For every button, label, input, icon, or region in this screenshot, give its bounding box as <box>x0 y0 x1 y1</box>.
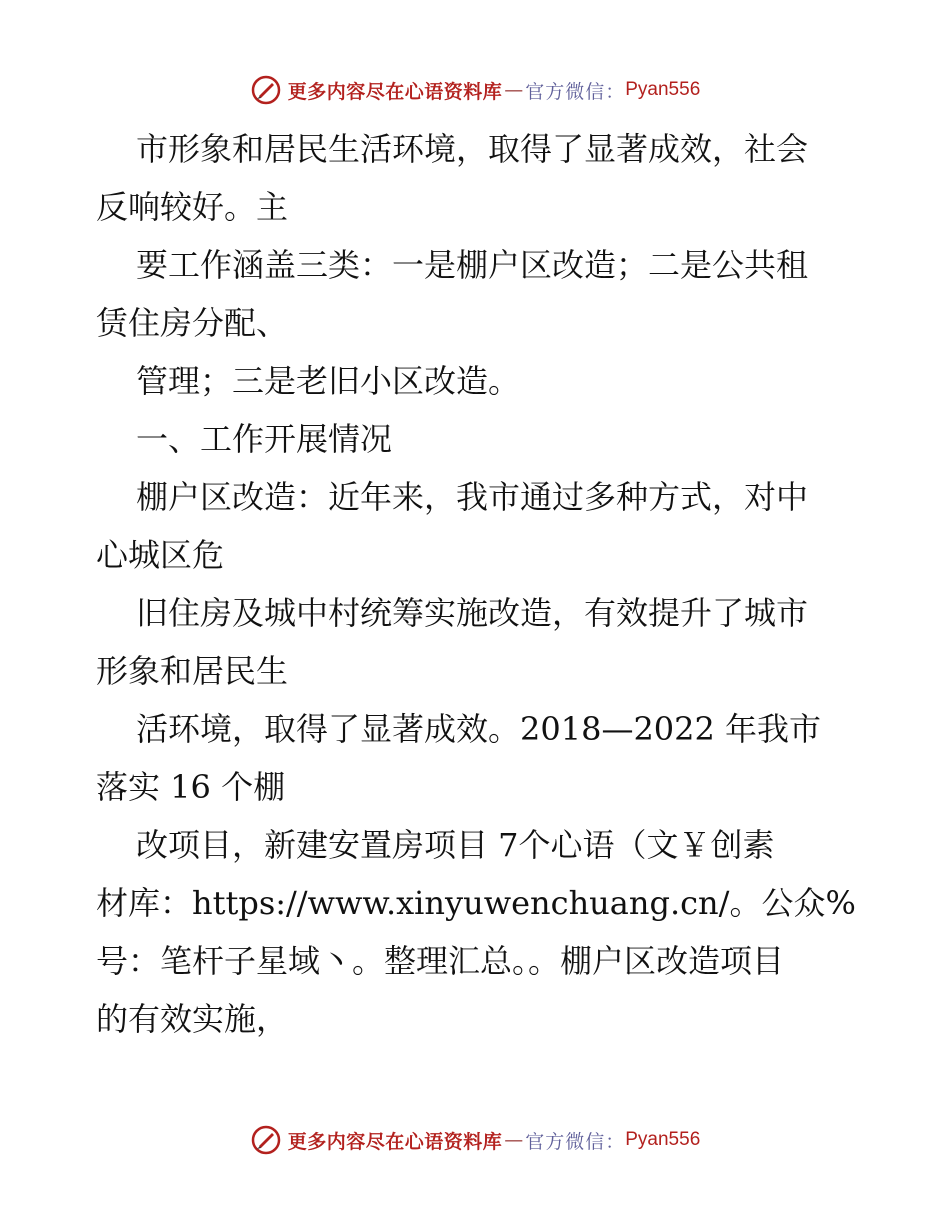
body-line: 反响较好。主 <box>96 188 289 226</box>
body-line: 的有效实施， <box>96 1000 289 1038</box>
footer-dash: — <box>504 1129 524 1151</box>
body-line: 棚户区改造：近年来，我市通过多种方式，对中 <box>136 478 809 516</box>
footer-account: Pyan556 <box>625 1129 701 1150</box>
body-line: 落实 16 个棚 <box>96 768 286 806</box>
body-line: 旧住房及城中村统筹实施改造，有效提升了城市 <box>136 594 809 632</box>
body-line: 活环境，取得了显著成效。2018—2022 年我市 <box>136 710 822 748</box>
document-body <box>96 120 856 1048</box>
brand-logo-icon <box>250 74 282 106</box>
footer-brand-text: 更多内容尽在心语资料库 <box>287 1130 503 1153</box>
section-heading: 一、工作开展情况 <box>136 420 393 458</box>
body-line: 号：笔杆子星域丶。整理汇总。。棚户区改造项目 <box>96 942 785 980</box>
body-line: 改项目，新建安置房项目 7个心语（文￥创素 <box>136 826 775 864</box>
footer-wechat-label: 官方微信： <box>525 1130 626 1153</box>
header-dash: — <box>504 79 524 101</box>
header-wechat-label: 官方微信： <box>525 80 626 103</box>
header-account: Pyan556 <box>625 79 701 100</box>
body-line: 材库：https://www.xinyuwenchuang.cn/。公众% <box>96 884 856 922</box>
footer-banner <box>0 1120 950 1160</box>
body-line: 赁住房分配、 <box>96 304 289 342</box>
header-brand-text: 更多内容尽在心语资料库 <box>287 80 503 103</box>
brand-logo-icon <box>250 1124 282 1156</box>
header-banner <box>0 70 950 110</box>
body-line: 要工作涵盖三类：一是棚户区改造；二是公共租 <box>136 246 809 284</box>
body-line: 心城区危 <box>96 536 225 574</box>
body-line: 形象和居民生 <box>96 652 289 690</box>
body-line: 市形象和居民生活环境，取得了显著成效，社会 <box>136 130 809 168</box>
body-line: 管理；三是老旧小区改造。 <box>136 362 521 400</box>
